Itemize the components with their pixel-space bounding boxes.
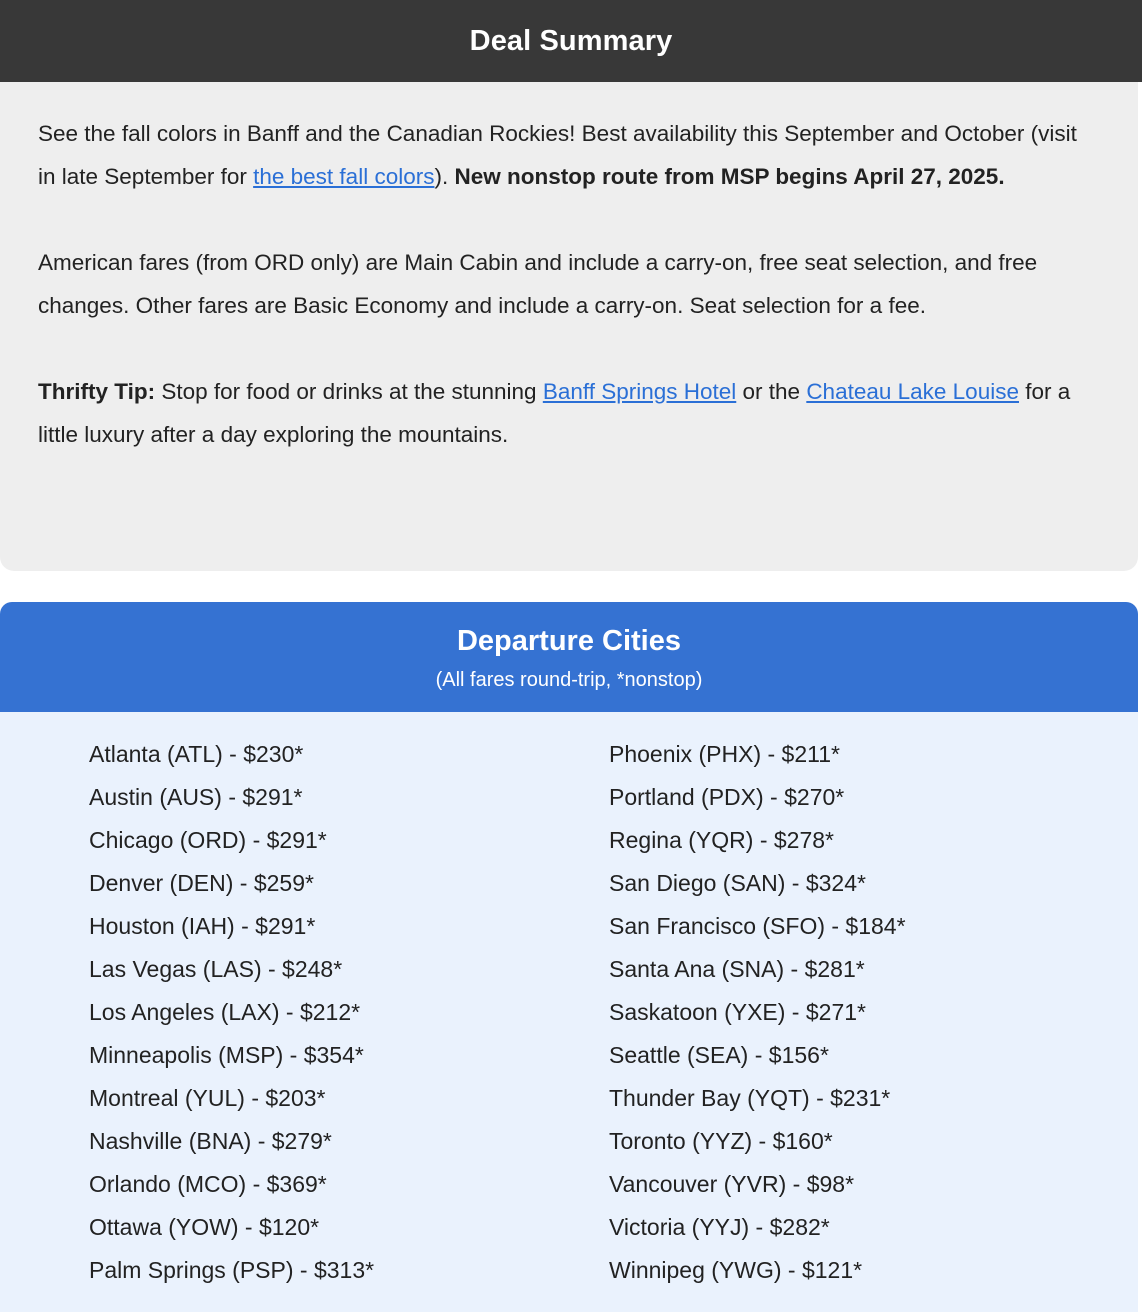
city-fare-item: Houston (IAH) - $291* bbox=[89, 912, 316, 939]
city-fare-item: Vancouver (YVR) - $98* bbox=[609, 1170, 855, 1197]
deal-summary-panel bbox=[0, 82, 1138, 571]
city-fare-item: Minneapolis (MSP) - $354* bbox=[89, 1041, 364, 1068]
city-fare-item: Denver (DEN) - $259* bbox=[89, 869, 314, 896]
departure-cities-right-column bbox=[569, 733, 1138, 1292]
deal-summary-header bbox=[0, 0, 1142, 82]
city-fare-item: Palm Springs (PSP) - $313* bbox=[89, 1256, 375, 1283]
page-title: Deal Summary bbox=[469, 24, 673, 57]
city-fare-item: Toronto (YYZ) - $160* bbox=[609, 1127, 833, 1154]
city-fare-item: San Francisco (SFO) - $184* bbox=[609, 912, 906, 939]
thrifty-tip-text-1: Stop for food or drinks at the stunning bbox=[155, 379, 543, 404]
departure-cities-card bbox=[0, 602, 1138, 1312]
city-fare-item: Nashville (BNA) - $279* bbox=[89, 1127, 332, 1154]
thrifty-tip-text-3: for a little luxury after a day exploring the mountains. bbox=[38, 379, 1071, 447]
departure-cities-columns bbox=[0, 712, 1138, 1292]
city-fare-item: Santa Ana (SNA) - $281* bbox=[609, 955, 865, 982]
departure-cities-header bbox=[0, 602, 1138, 712]
paragraph1-text-before-link: See the fall colors in Banff and the Canadian Rockies! Best availability this September and October (visit in late September for bbox=[38, 121, 1077, 189]
chateau-lake-louise-link[interactable]: Chateau Lake Louise bbox=[806, 379, 1019, 404]
summary-paragraph-1 bbox=[38, 112, 1098, 198]
new-nonstop-route-note: New nonstop route from MSP begins April 27, 2025. bbox=[454, 164, 1005, 189]
banff-springs-hotel-link[interactable]: Banff Springs Hotel bbox=[542, 379, 737, 404]
city-fare-item: Seattle (SEA) - $156* bbox=[609, 1041, 829, 1068]
city-fare-item: Regina (YQR) - $278* bbox=[609, 826, 834, 853]
city-fare-item: Montreal (YUL) - $203* bbox=[89, 1084, 326, 1111]
city-fare-item: Victoria (YYJ) - $282* bbox=[609, 1213, 830, 1240]
departure-cities-subtitle: (All fares round-trip, *nonstop) bbox=[435, 668, 703, 691]
city-fare-item: Atlanta (ATL) - $230* bbox=[89, 740, 304, 767]
city-fare-item: Phoenix (PHX) - $211* bbox=[609, 740, 840, 767]
city-fare-item: Los Angeles (LAX) - $212* bbox=[89, 998, 361, 1025]
departure-cities-title: Departure Cities bbox=[456, 625, 681, 657]
summary-paragraph-3 bbox=[38, 370, 1098, 456]
departure-cities-left-column bbox=[0, 733, 569, 1292]
city-fare-item: Saskatoon (YXE) - $271* bbox=[609, 998, 866, 1025]
city-fare-item: Chicago (ORD) - $291* bbox=[89, 826, 327, 853]
fare-rules-text: American fares (from ORD only) are Main Cabin and include a carry-on, free seat selection, and free changes. Other fares are Basic Economy and include a carry-on. Seat selection for a fee. bbox=[38, 250, 1038, 318]
city-fare-item: Ottawa (YOW) - $120* bbox=[89, 1213, 320, 1240]
paragraph1-text-after-link: ). bbox=[434, 164, 455, 189]
city-fare-item: Portland (PDX) - $270* bbox=[609, 783, 845, 810]
city-fare-item: Winnipeg (YWG) - $121* bbox=[609, 1256, 863, 1283]
city-fare-item: Las Vegas (LAS) - $248* bbox=[89, 955, 343, 982]
thrifty-tip-label: Thrifty Tip: bbox=[38, 379, 156, 404]
best-fall-colors-link[interactable]: the best fall colors bbox=[253, 164, 435, 189]
city-fare-item: San Diego (SAN) - $324* bbox=[609, 869, 866, 896]
city-fare-item: Austin (AUS) - $291* bbox=[89, 783, 303, 810]
city-fare-item: Orlando (MCO) - $369* bbox=[89, 1170, 327, 1197]
summary-paragraph-2 bbox=[38, 241, 1098, 327]
thrifty-tip-text-2: or the bbox=[736, 379, 807, 404]
city-fare-item: Thunder Bay (YQT) - $231* bbox=[609, 1084, 891, 1111]
